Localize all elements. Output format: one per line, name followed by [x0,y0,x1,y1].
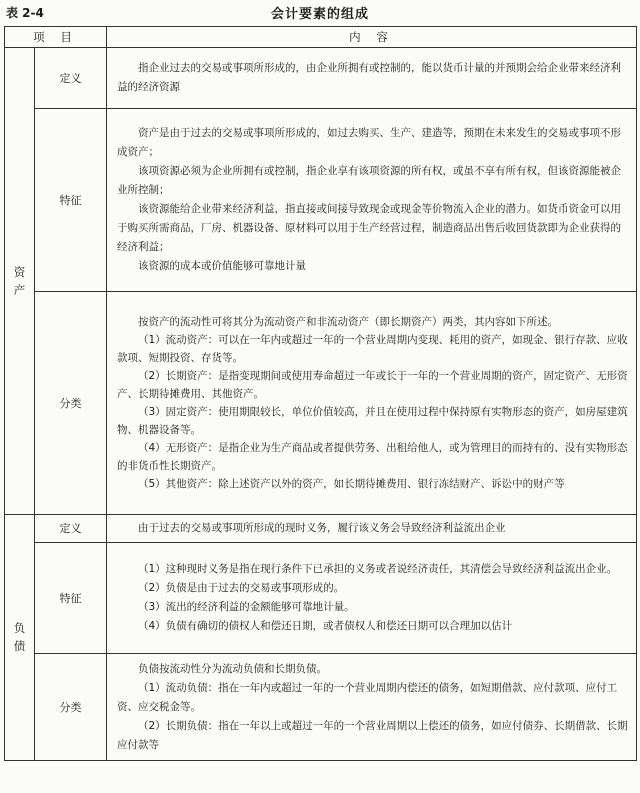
assets-definition-label: 定义 [35,48,107,109]
assets-classification-para: （4）无形资产：是指企业为生产商品或者提供劳务、出租给他人，或为管理目的而持有的、没有实物形态的非货币性长期资产。 [117,442,628,472]
assets-classification-text [107,292,637,515]
liabilities-classification-label: 分类 [35,654,107,761]
liabilities-features-label: 特征 [35,543,107,654]
assets-classification-para: （3）固定资产：使用期限较长，单位价值较高，并且在使用过程中保持原有实物形态的资产，如房屋建筑物、机器设备等。 [117,406,628,436]
assets-features-row [5,109,637,292]
table-number: 表 2-4 [6,6,44,20]
assets-classification-row [5,292,637,515]
assets-features-para: 该项资源必须为企业所拥有或控制，指企业享有该项资源的所有权，或虽不享有所有权，但该资源能被企业所控制； [117,165,621,196]
liabilities-category-label: 负债 [13,621,26,653]
liabilities-classification-para: （2）长期负债：指在一年以上或超过一年的一个营业周期以上偿还的债务，如应付债券、长期借款、长期应付款等 [117,719,628,751]
assets-category-label: 资产 [13,264,26,297]
assets-classification-para: （2）长期资产：是指变现期间或使用寿命超过一年或长于一年的一个营业周期的资产，固定资产、无形资产、长期待摊费用、其他资产。 [117,370,628,400]
assets-classification-para: （1）流动资产：可以在一年内或超过一年的一个营业周期内变现、耗用的资产，如现金、银行存款、应收款项、短期投资、存货等。 [117,334,628,364]
liabilities-features-para: （4）负债有确切的债权人和偿还日期，或者债权人和偿还日期可以合理加以估计 [138,620,513,632]
assets-features-para: 该资源能给企业带来经济利益，指直接或间接导致现金或现金等价物流入企业的潜力。如货币资金可以用于购买所需商品，厂房、机器设备、原材料可以用于生产经营过程，制造商品出售后收回货款即为企业获得的经济利益； [117,203,621,253]
header-content: 内 容 [107,27,637,48]
table-title: 会计要素的组成 [270,7,369,22]
liabilities-features-para: （3）流出的经济利益的金额能够可靠地计量。 [138,601,355,613]
liabilities-classification-text [107,654,637,761]
liabilities-features-para: （1）这种现时义务是指在现行条件下已承担的义务或者说经济责任，其清偿会导致经济利益流出企业。 [138,563,618,575]
liabilities-definition-text [107,515,637,543]
assets-features-para: 资产是由于过去的交易或事项所形成的，如过去购买、生产、建造等，预期在未来发生的交易或事项不形成资产； [117,127,621,158]
assets-definition-row [5,48,637,109]
assets-classification-para: （5）其他资产：除上述资产以外的资产，如长期待摊费用、银行冻结财产、诉讼中的财产等 [138,478,565,490]
table-header-row [5,27,637,48]
assets-definition-text [107,48,637,109]
liabilities-features-text [107,543,637,654]
liabilities-classification-para: 负债按流动性分为流动负债和长期负债。 [138,662,327,675]
liabilities-classification-para: （1）流动负债：指在一年内或超过一年的一个营业周期内偿还的债务，如短期借款、应付款项、应付工资、应交税金等。 [117,681,618,713]
liabilities-definition-para: 由于过去的交易或事项所形成的现时义务，履行该义务会导致经济利益流出企业 [138,522,506,534]
liabilities-definition-row [5,515,637,543]
table-caption [0,0,640,24]
header-item: 项 目 [5,27,107,48]
liabilities-category-cell [5,515,35,761]
assets-features-label: 特征 [35,109,107,292]
assets-features-text [107,109,637,292]
liabilities-features-row [5,543,637,654]
assets-category-cell [5,48,35,515]
assets-classification-para: 按资产的流动性可将其分为流动资产和非流动资产（即长期资产）两类，其内容如下所述。 [138,316,558,328]
accounting-elements-table [4,26,637,761]
liabilities-classification-row [5,654,637,761]
liabilities-definition-label: 定义 [35,515,107,543]
assets-classification-label: 分类 [35,292,107,515]
assets-features-para: 该资源的成本或价值能够可靠地计量 [138,260,306,272]
liabilities-features-para: （2）负债是由于过去的交易或事项形成的。 [138,582,345,594]
assets-definition-para: 指企业过去的交易或事项所形成的，由企业所拥有或控制的，能以货币计量的并预期会给企业带来经济利益的经济资源 [117,62,621,93]
